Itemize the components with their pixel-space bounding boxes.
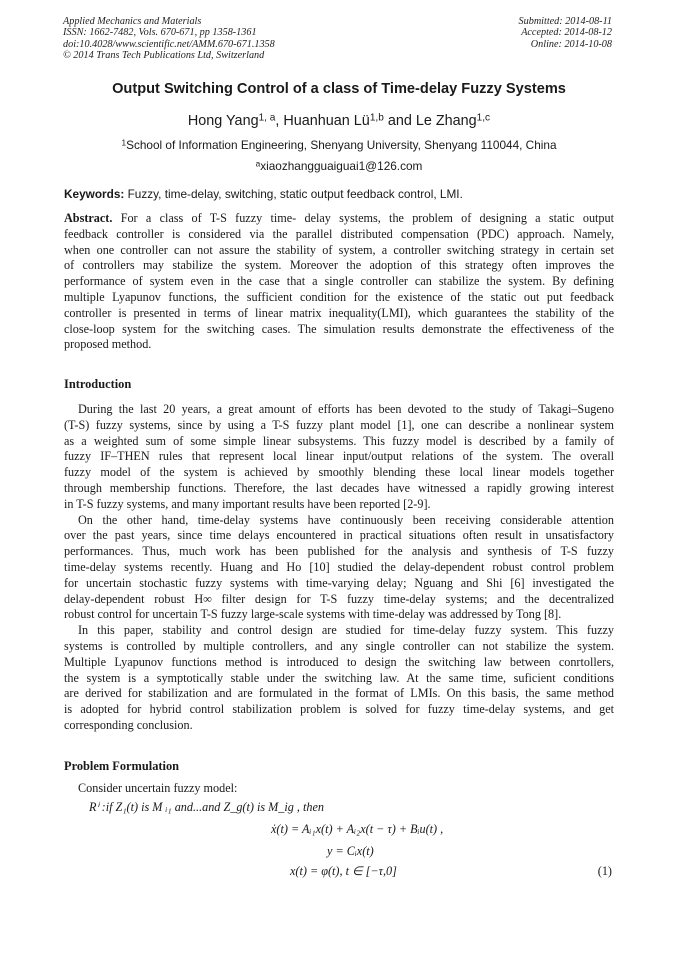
equation-number: (1) — [597, 864, 612, 878]
author-name: Hong Yang — [187, 113, 259, 129]
introduction-body — [64, 402, 614, 734]
abstract-line: when one controller can not assure the stability of system, a controller switching strategy in certain set — [64, 242, 614, 257]
author-affiliation-mark: 1,c — [476, 112, 491, 124]
equation-state: ẋ(t) = Aᵢ₁x(t) + Aᵢ₂x(t − τ) + Bᵢu(t) , — [271, 822, 444, 836]
intro-line: Multiple Lyapunov functions method is introduced to design the switching law between conrtollers, — [64, 654, 614, 669]
intro-line: for uncertain stochastic fuzzy systems with time-varying delay; Nguang and Shi [6] investigated the — [64, 575, 614, 590]
abstract-line: For a class of T-S fuzzy time- delay systems, the problem of designing a static output — [120, 211, 615, 225]
intro-line: are derived for stabilization and are formulated in the format of LMIs. On this basis, the same method — [64, 686, 614, 701]
abstract-label: Abstract. — [64, 211, 113, 225]
intro-line: as a weighted sum of some simple linear subsystems. This fuzzy model is described by a family of — [64, 433, 614, 448]
affiliation-text: School of Information Engineering, Shenyang University, Shenyang 110044, China — [126, 138, 557, 152]
section-heading-introduction: Introduction — [64, 377, 132, 391]
intro-line: the system is a symptotically stable under the switching law. At the same time, suficient conditions — [64, 670, 614, 685]
intro-line: robust control for uncertain T-S fuzzy large-scale systems with time-delay was addressed by Tong [8]. — [64, 607, 562, 622]
doi-line: doi:10.4028/www.scientific.net/AMM.670-671.1358 — [63, 38, 275, 50]
abstract-line: multiple Lyapunov functions, the sufficient condition for the existence of the static out put feedback — [64, 289, 614, 304]
intro-line: fuzzy model of the system is achieved by smoothly blending these local linear models together — [64, 465, 614, 480]
journal-name: Applied Mechanics and Materials — [63, 16, 202, 27]
copyright-line: © 2014 Trans Tech Publications Ltd, Switzerland — [63, 50, 265, 62]
issn-line: ISSN: 1662-7482, Vols. 670-671, pp 1358-1361 — [63, 27, 257, 39]
abstract-line: performance of system even in the case that a single controller can stabilize the system. By defining — [64, 274, 614, 289]
intro-line: in T-S fuzzy systems, and many important results have been reported [2-9]. — [64, 496, 431, 511]
abstract-line: feedback controller is considered via the parallel distributed compensation (PDC) approach. Namely, — [64, 226, 614, 241]
abstract-line: proposed method. — [64, 337, 152, 352]
intro-line: over the past years, since time delays encountered in practical situations often result in unsatisfactory — [64, 528, 614, 543]
author-affiliation-mark: 1, a — [258, 112, 276, 124]
accepted-date: Accepted: 2014-08-12 — [521, 27, 612, 39]
section-heading-problem-formulation: Problem Formulation — [64, 759, 180, 773]
author-affiliation-mark: 1,b — [369, 112, 384, 124]
intro-line: is adopted for hybrid control stabilization problem is solved for fuzzy time-delay systems, and get — [64, 702, 614, 717]
intro-line: systems is controlled by multiple controllers, and any single controller can not stabilize the system. — [64, 638, 614, 653]
submitted-date: Submitted: 2014-08-11 — [518, 16, 612, 27]
submission-dates — [519, 16, 612, 50]
author-separator: , — [275, 113, 284, 129]
abstract — [64, 211, 614, 353]
intro-line: corresponding conclusion. — [64, 717, 193, 732]
fuzzy-rule: Rⁱ :if Z₁(t) is M ᵢ₁ and...and Z_g(t) is M_ig , then — [89, 800, 324, 814]
abstract-line: close-loop system for the switching cases. The simulation results demonstrate the effectiveness of the — [64, 321, 614, 336]
author-separator: and — [383, 113, 416, 129]
author-list — [0, 113, 678, 129]
affiliation-mark: 1 — [121, 138, 127, 148]
equation-output: y = Cᵢx(t) — [327, 844, 374, 858]
abstract-line: controller is presented in terms of linear matrix inequality(LMI), which guarantees the stability of the — [64, 305, 614, 320]
intro-line: through membership functions. Therefore, the last decades have witnessed a rapidly growing interest — [64, 480, 614, 495]
intro-line: In this paper, stability and control design are studied for time-delay fuzzy system. This fuzzy — [78, 623, 614, 638]
keywords — [64, 187, 614, 201]
intro-line: delay-dependent robust H∞ filter design for T-S fuzzy time-delay systems; and the decentralized — [64, 591, 614, 606]
paper-title: Output Switching Control of a class of Time-delay Fuzzy Systems — [112, 81, 566, 97]
author-name: Le Zhang — [415, 113, 477, 129]
author-email — [0, 159, 678, 173]
intro-line: On the other hand, time-delay systems have continuously been receiving considerable attention — [78, 512, 614, 527]
author-name: Huanhuan Lü — [283, 113, 370, 129]
email-mark: a — [255, 159, 261, 169]
keywords-text: Fuzzy, time-delay, switching, static output feedback control, LMI. — [127, 187, 463, 201]
email-text[interactable]: xiaozhangguaiguai1@126.com — [260, 159, 423, 173]
journal-info — [63, 16, 275, 62]
abstract-line: of controllers may stabilize the system. Moreover the adoption of this strategy often improves the — [64, 258, 614, 273]
problem-intro — [64, 781, 614, 797]
online-date: Online: 2014-10-08 — [530, 38, 612, 50]
affiliation — [0, 138, 678, 152]
intro-line: (T-S) fuzzy systems, since by using a T-S fuzzy plant model [1], one can describe a nonlinear system — [64, 417, 614, 432]
problem-intro-line: Consider uncertain fuzzy model: — [78, 781, 238, 795]
intro-line: During the last 20 years, a great amount of efforts has been devoted to the study of Takagi–Sugeno — [78, 402, 614, 416]
intro-line: time-delay systems recently. Huang and Ho [10] studied the delay-dependent robust control problem — [64, 559, 614, 574]
intro-line: fuzzy IF–THEN rules that represent local linear input/output relations of the system. The overall — [64, 449, 614, 464]
intro-line: performances. Thus, much work has been published for the analysis and synthesis of T-S fuzzy — [64, 544, 614, 559]
keywords-label: Keywords: — [64, 187, 125, 201]
equation-initial: x(t) = φ(t), t ∈ [−τ,0] — [290, 864, 397, 878]
